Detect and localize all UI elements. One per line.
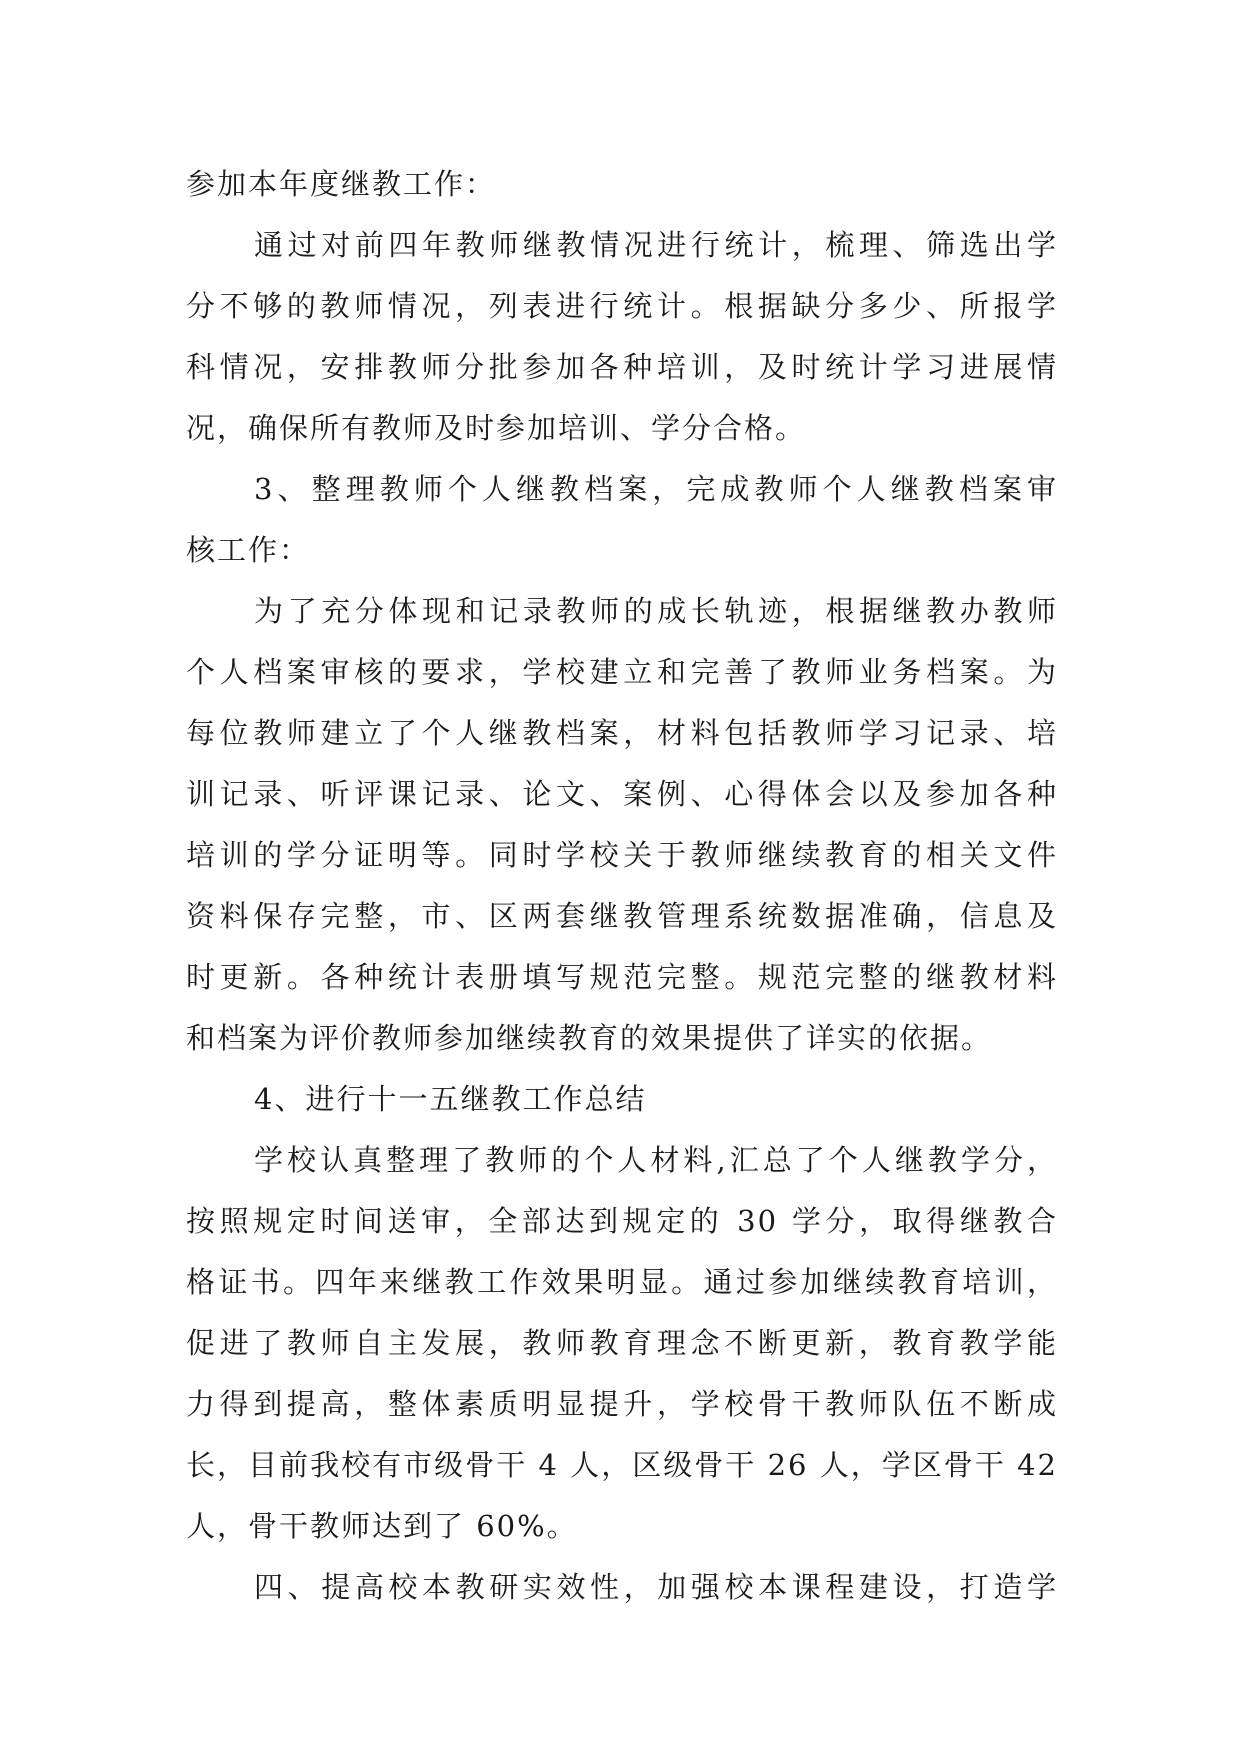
document-line: 通过对前四年教师继教情况进行统计，梳理、筛选出学 — [254, 228, 1058, 262]
document-line: 时更新。各种统计表册填写规范完整。规范完整的继教材料 — [186, 960, 1058, 994]
document-line: 按照规定时间送审，全部达到规定的 30 学分，取得继教合 — [186, 1204, 1058, 1238]
document-line: 资料保存完整，市、区两套继教管理系统数据准确，信息及 — [186, 899, 1058, 933]
document-line: 3、整理教师个人继教档案，完成教师个人继教档案审 — [254, 472, 1058, 506]
document-line: 学校认真整理了教师的个人材料,汇总了个人继教学分， — [254, 1143, 1058, 1177]
document-line: 4、进行十一五继教工作总结 — [254, 1082, 647, 1116]
document-line: 况，确保所有教师及时参加培训、学分合格。 — [186, 411, 807, 445]
document-line: 核工作： — [186, 533, 311, 567]
document-line: 为了充分体现和记录教师的成长轨迹，根据继教办教师 — [254, 594, 1058, 628]
document-line: 培训的学分证明等。同时学校关于教师继续教育的相关文件 — [186, 838, 1058, 872]
document-line: 长，目前我校有市级骨干 4 人，区级骨干 26 人，学区骨干 42 — [186, 1448, 1058, 1482]
document-line: 力得到提高，整体素质明显提升，学校骨干教师队伍不断成 — [186, 1387, 1058, 1421]
document-line: 四、提高校本教研实效性，加强校本课程建设，打造学 — [254, 1570, 1058, 1604]
document-body — [186, 154, 1058, 1618]
document-line: 训记录、听评课记录、论文、案例、心得体会以及参加各种 — [186, 777, 1058, 811]
document-line: 分不够的教师情况，列表进行统计。根据缺分多少、所报学 — [186, 289, 1058, 323]
document-line: 和档案为评价教师参加继续教育的效果提供了详实的依据。 — [186, 1021, 993, 1055]
document-line: 格证书。四年来继教工作效果明显。通过参加继续教育培训， — [186, 1265, 1058, 1299]
document-line: 每位教师建立了个人继教档案，材料包括教师学习记录、培 — [186, 716, 1058, 750]
document-line: 个人档案审核的要求，学校建立和完善了教师业务档案。为 — [186, 655, 1058, 689]
document-line: 参加本年度继教工作： — [186, 167, 497, 201]
document-line: 科情况，安排教师分批参加各种培训，及时统计学习进展情 — [186, 350, 1058, 384]
document-line: 促进了教师自主发展，教师教育理念不断更新，教育教学能 — [186, 1326, 1058, 1360]
document-line: 人，骨干教师达到了 60%。 — [186, 1509, 578, 1543]
